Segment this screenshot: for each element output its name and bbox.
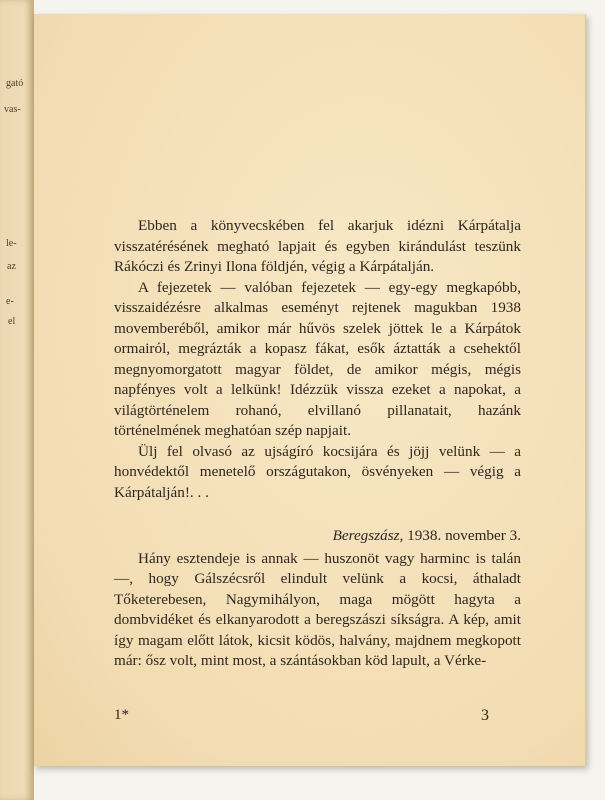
dateline xyxy=(114,526,521,547)
invitation-paragraph: Ülj fel olvasó az ujságíró kocsijára és jöjj velünk — a honvédektől menetelő országutakon, ösvényeken — végig a Kárpátalján!. . . xyxy=(114,442,521,501)
facing-page-text: az xyxy=(7,261,16,272)
signature-mark: 1* xyxy=(114,707,129,723)
facing-page-text: gató xyxy=(6,78,24,89)
page-body xyxy=(114,216,521,672)
dateline-place: Beregszász, xyxy=(332,527,404,544)
facing-page-text: e- xyxy=(6,296,14,307)
intro-paragraph: Ebben a könyvecskében fel akarjuk idézni Kárpátalja visszatérésének megható lapjait és egyben kirándulást teszünk Rákóczi és Zrinyi Ilona földjén, végig a Kárpátalján. xyxy=(114,217,521,275)
facing-page-text: el xyxy=(8,316,16,327)
chapters-paragraph: A fejezetek — valóban fejezetek — egy-egy megkapóbb, visszaidézésre alkalmas eseményt rejtenek magukban 1938 movemberéből, amikor már hűvös szelek jöttek le a Kárpátok ormairól, megrázták a kopasz fákat, esők áztatták a csehektől megnyomorgatott magyar földet, de amikor mégis, mégis napfényes volt a lelkünk! Idézzük vissza ezeket a napokat, a világtörténelem rohanó, elvillanó pillanatait, hazánk történelmének meghatóan szép napjait. xyxy=(114,278,521,439)
facing-page-text: le- xyxy=(6,238,17,249)
dateline-date: 1938. november 3. xyxy=(407,527,521,544)
facing-page-text: vas- xyxy=(4,104,21,115)
page-number: 3 xyxy=(481,707,489,724)
story-paragraph: Hány esztendeje is annak — huszonöt vagy harminc is talán —, hogy Gálszécsről elindult velünk a kocsi, áthaladt Tőketerebesen, Nagymihályon, maga mögött hagyta a dombvidéket és elkanyarodott a beregszászi síkságra. A kép, amit így magam előtt látok, kicsit ködös, halvány, majdnem megkopott már: ősz volt, mint most, a szántásokban köd lapult, a Vérke- xyxy=(114,549,521,669)
book-page xyxy=(34,14,586,766)
facing-page-edge xyxy=(0,0,34,800)
